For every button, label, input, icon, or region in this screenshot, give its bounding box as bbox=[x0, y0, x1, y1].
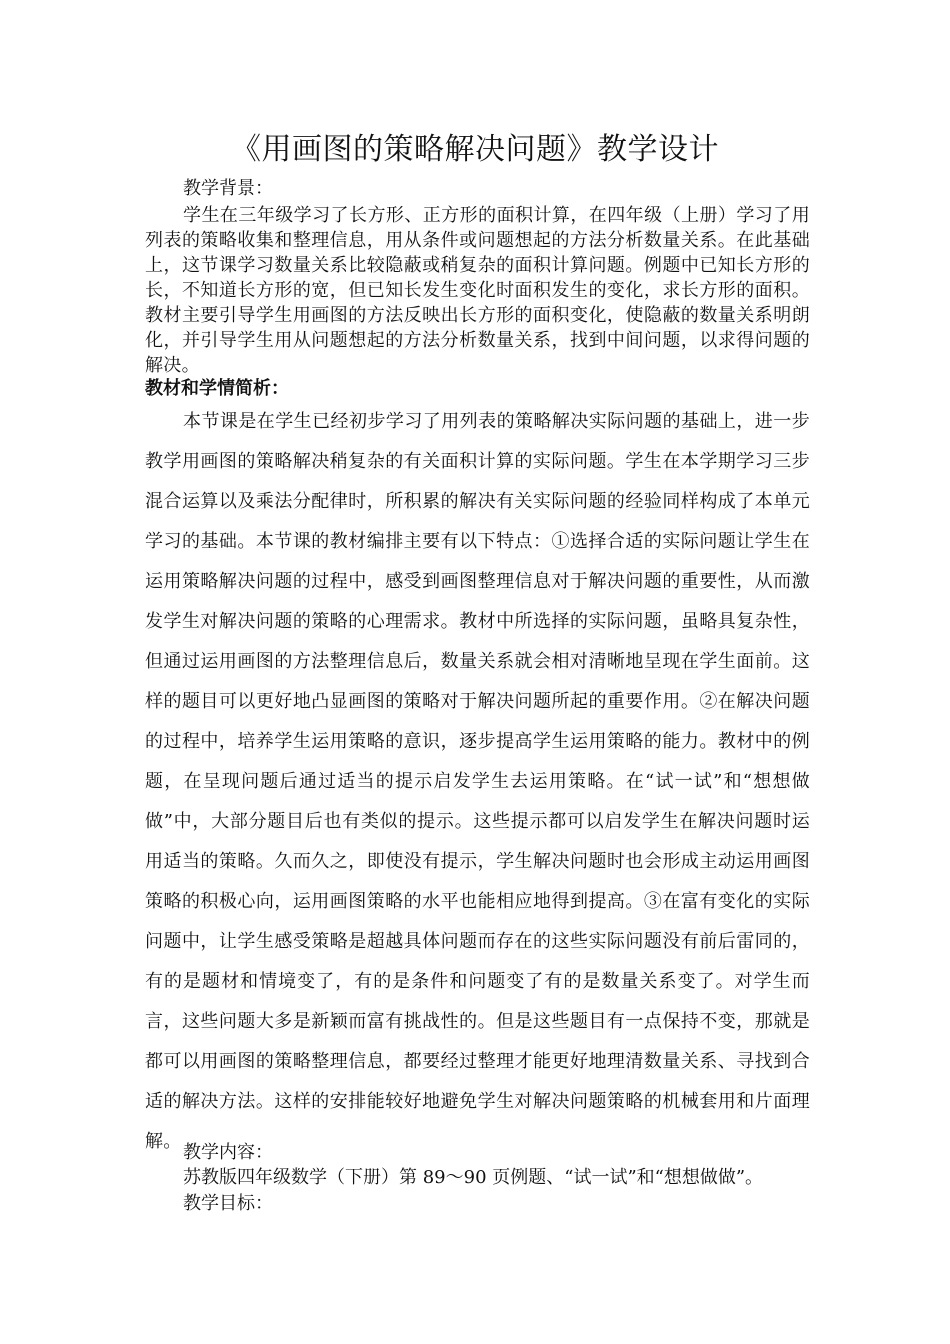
background-paragraph: 学生在三年级学习了长方形、正方形的面积计算，在四年级（上册）学习了用列表的策略收集和整理信息，用从条件或问题想起的方法分析数量关系。在此基础上，这节课学习数量关系比较隐蔽或稍复杂的面积计算问题。例题中已知长方形的长，不知道长方形的宽，但已知长发生变化时面积发生的变化，求长方形的面积。教材主要引导学生用画图的方法反映出长方形的面积变化，使隐蔽的数量关系明朗化，并引导学生用从问题想起的方法分析数量关系，找到中间问题，以求得问题的解决。 bbox=[145, 205, 810, 376]
background-section bbox=[145, 203, 810, 378]
content-heading: 教学内容： bbox=[183, 1142, 273, 1163]
analysis-paragraph: 本节课是在学生已经初步学习了用列表的策略解决实际问题的基础上，进一步教学用画图的策略解决稍复杂的有关面积计算的实际问题。学生在本学期学习三步混合运算以及乘法分配律时，所积累的解决有关实际问题的经验同样构成了本单元学习的基础。本节课的教材编排主要有以下特点：①选择合适的实际问题让学生在运用策略解决问题的过程中，感受到画图整理信息对于解决问题的重要性，从而激发学生对解决问题的策略的心理需求。教材中所选择的实际问题，虽略具复杂性，但通过运用画图的方法整理信息后，数量关系就会相对清晰地呈现在学生面前。这样的题目可以更好地凸显画图的策略对于解决问题所起的重要作用。②在解决问题的过程中，培养学生运用策略的意识，逐步提高学生运用策略的能力。教材中的例题，在呈现问题后通过适当的提示启发学生去运用策略。在“试一试”和“想想做做”中，大部分题目后也有类似的提示。这些提示都可以启发学生在解决问题时运用适当的策略。久而久之，即使没有提示，学生解决问题时也会形成主动运用画图策略的积极心向，运用画图策略的水平也能相应地得到提高。③在富有变化的实际问题中，让学生感受策略是超越具体问题而存在的这些实际问题没有前后雷同的，有的是题材和情境变了，有的是条件和问题变了有的是数量关系变了。对学生而言，这些问题大多是新颖而富有挑战性的。但是这些题目有一点保持不变，那就是都可以用画图的策略整理信息，都要经过整理才能更好地理清数量关系、寻找到合适的解决方法。这样的安排能较好地避免学生对解决问题策略的机械套用和片面理解。 bbox=[145, 411, 810, 1152]
document-title: 《用画图的策略解决问题》教学设计 bbox=[231, 132, 719, 167]
background-heading: 教学背景： bbox=[183, 178, 273, 199]
content-text: 苏教版四年级数学（下册）第 89～90 页例题、“试一试”和“想想做做”。 bbox=[183, 1167, 764, 1188]
objectives-heading: 教学目标： bbox=[183, 1193, 273, 1214]
analysis-section bbox=[145, 402, 810, 1162]
analysis-heading: 教材和学情简析： bbox=[145, 378, 289, 399]
